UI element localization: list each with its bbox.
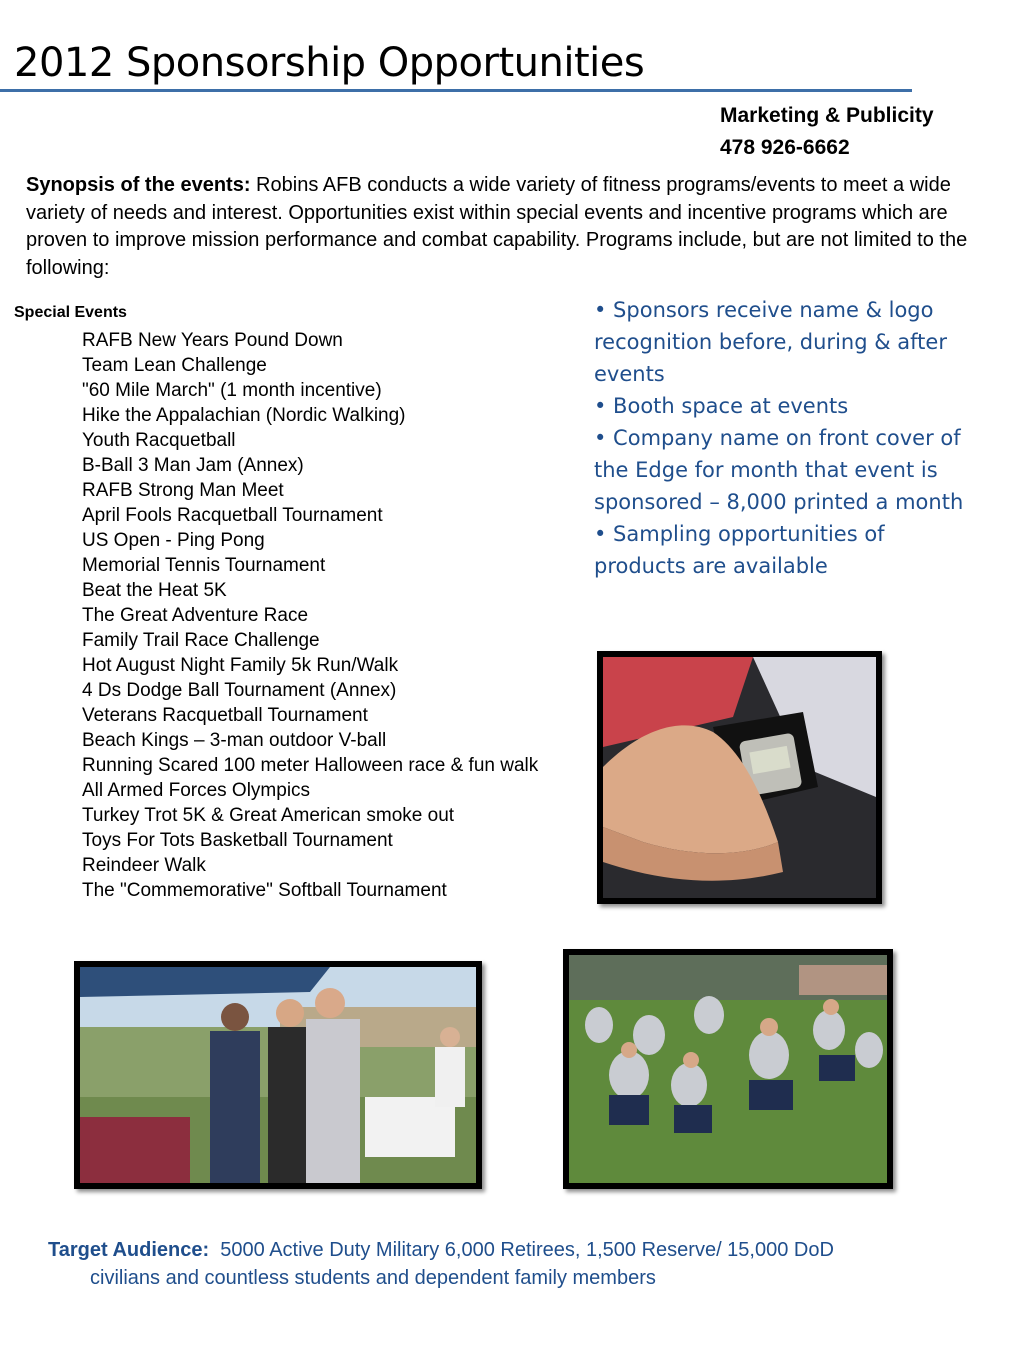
- event-item: The "Commemorative" Softball Tournament: [82, 880, 447, 901]
- page-title: 2012 Sponsorship Opportunities: [14, 40, 645, 86]
- event-item: Reindeer Walk: [82, 855, 206, 876]
- event-item: Beach Kings – 3-man outdoor V-ball: [82, 730, 387, 751]
- event-item: Memorial Tennis Tournament: [82, 555, 326, 576]
- event-item: "60 Mile March" (1 month incentive): [82, 380, 382, 401]
- group-stretching-photo: [563, 949, 893, 1189]
- event-item: Toys For Tots Basketball Tournament: [82, 830, 393, 851]
- event-item: US Open - Ping Pong: [82, 530, 265, 551]
- event-item: Family Trail Race Challenge: [82, 630, 320, 651]
- pedometer-photo-art: [603, 657, 876, 898]
- contact-department: Marketing & Publicity: [720, 104, 934, 127]
- synopsis-text: Robins AFB conducts a wide variety of fitness programs/events to meet a wide variety of needs and interest. Opportunities exist within special events and incentive programs which are proven to improve mission performance and combat capability. Programs include, but are not limited to the following:: [26, 174, 968, 279]
- event-item: Hot August Night Family 5k Run/Walk: [82, 655, 399, 676]
- pedometer-photo: [597, 651, 882, 904]
- synopsis-paragraph: [26, 172, 976, 282]
- event-item: B-Ball 3 Man Jam (Annex): [82, 455, 304, 476]
- event-item: Beat the Heat 5K: [82, 580, 227, 601]
- target-audience-line1: 5000 Active Duty Military 6,000 Retirees, 1,500 Reserve/ 15,000 DoD: [220, 1239, 834, 1261]
- benefit-item: • Company name on front cover of the Edge for month that event is sponsored – 8,000 printed a month: [594, 426, 964, 514]
- target-audience: [48, 1236, 968, 1292]
- group-stretching-photo-art: [569, 955, 887, 1183]
- special-events-list: [82, 328, 538, 903]
- benefit-item: • Sponsors receive name & logo recognition before, during & after events: [594, 298, 947, 386]
- event-item: All Armed Forces Olympics: [82, 780, 311, 801]
- event-item: Hike the Appalachian (Nordic Walking): [82, 405, 406, 426]
- event-item: Team Lean Challenge: [82, 355, 267, 376]
- event-item: RAFB Strong Man Meet: [82, 480, 284, 501]
- contact-block: [720, 100, 934, 164]
- contact-phone: 478 926-6662: [720, 136, 850, 159]
- benefit-item: • Booth space at events: [594, 394, 849, 418]
- benefit-item: • Sampling opportunities of products are available: [594, 522, 885, 578]
- event-item: 4 Ds Dodge Ball Tournament (Annex): [82, 680, 397, 701]
- award-photo-art: [80, 967, 476, 1183]
- special-events-heading: Special Events: [14, 304, 127, 321]
- event-item: Veterans Racquetball Tournament: [82, 705, 368, 726]
- target-audience-label: Target Audience:: [48, 1239, 210, 1261]
- target-audience-line2: civilians and countless students and dependent family members: [90, 1267, 656, 1289]
- event-item: Running Scared 100 meter Halloween race & fun walk: [82, 755, 539, 776]
- synopsis-label: Synopsis of the events:: [26, 174, 251, 196]
- event-item: Turkey Trot 5K & Great American smoke out: [82, 805, 455, 826]
- award-photo: [74, 961, 482, 1189]
- title-divider: [0, 89, 912, 92]
- event-item: Youth Racquetball: [82, 430, 236, 451]
- event-item: RAFB New Years Pound Down: [82, 330, 343, 351]
- event-item: April Fools Racquetball Tournament: [82, 505, 383, 526]
- event-item: The Great Adventure Race: [82, 605, 309, 626]
- sponsor-benefits-list: [594, 294, 974, 582]
